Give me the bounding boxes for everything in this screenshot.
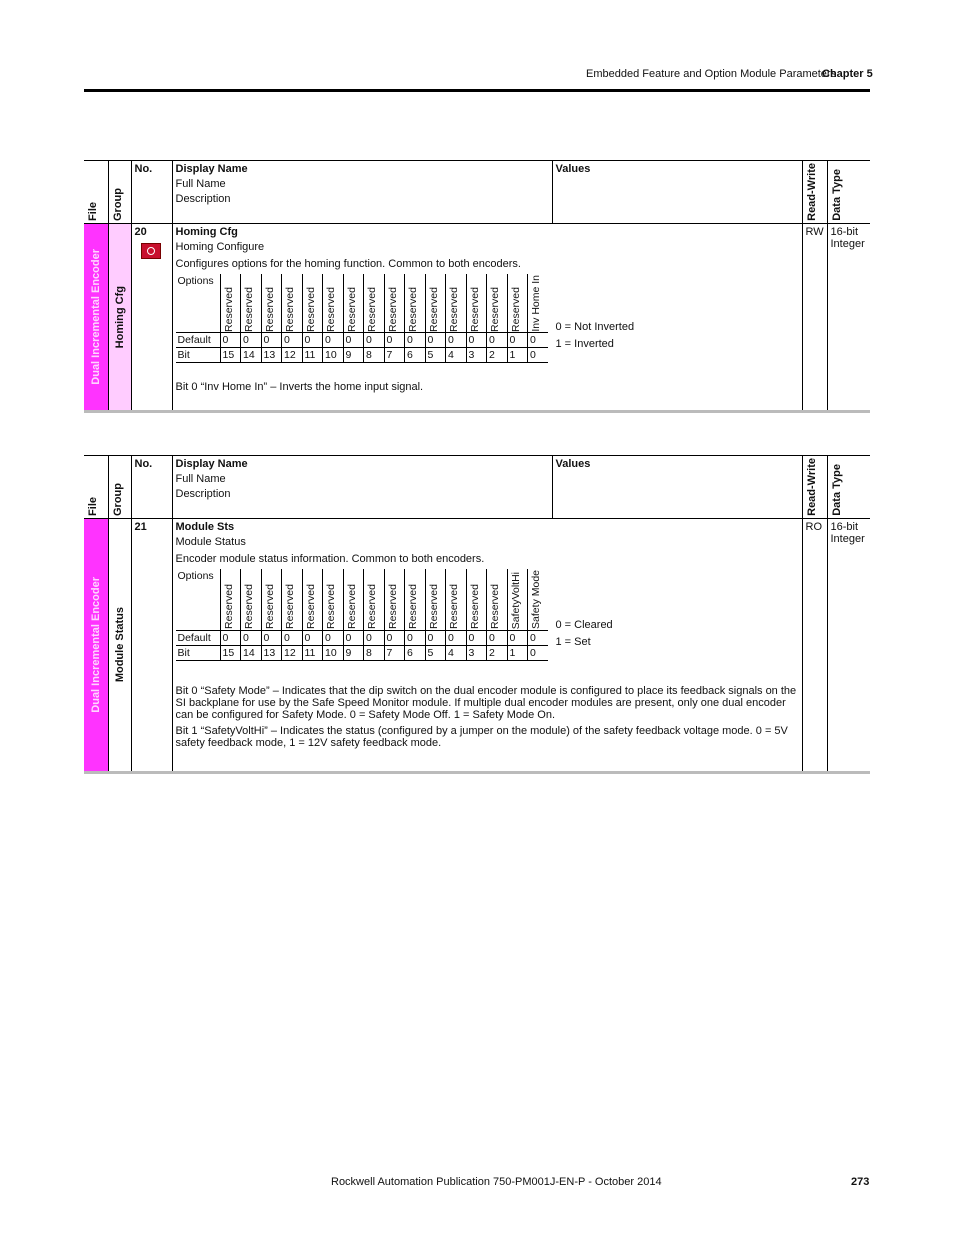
values-list: 0 = Cleared 1 = Set	[555, 618, 613, 648]
defaults-cell: 0	[241, 630, 262, 645]
bits-cell: 9	[343, 348, 364, 363]
bits-cell: 4	[446, 348, 467, 363]
defaults-cell: 0	[384, 630, 405, 645]
display-name: Module Sts	[175, 520, 235, 533]
bit-note: Bit 0 “Inv Home In” – Inverts the home input signal.	[175, 381, 424, 394]
defaults-label: Default	[176, 333, 221, 348]
description: Configures options for the homing function. Common to both encoders.	[175, 257, 521, 270]
defaults-cell: 0	[405, 333, 426, 348]
defaults-cell: 0	[446, 333, 467, 348]
file-cell: Dual Incremental Encoder	[84, 518, 108, 772]
defaults-cell: 0	[405, 630, 426, 645]
options-cell: Reserved	[220, 569, 241, 630]
page-number: 273	[851, 1176, 870, 1188]
col-name-header: Display Name Full Name Description	[172, 161, 552, 224]
options-cell: Reserved	[261, 569, 282, 630]
defaults-cell: 0	[282, 630, 303, 645]
options-label: Options	[177, 274, 214, 287]
options-label: Options	[177, 569, 214, 582]
bits-cell: 8	[364, 645, 385, 660]
file-cell: Dual Incremental Encoder	[84, 223, 108, 411]
bits-cell: 1	[507, 348, 528, 363]
param-detail-cell	[172, 518, 802, 772]
options-cell: Reserved	[446, 569, 467, 630]
bits-cell: 0	[528, 348, 548, 363]
stop-icon	[141, 243, 161, 259]
param-number-cell: 20	[131, 223, 172, 411]
bits-cell: 7	[384, 645, 405, 660]
col-rw-header: Read-Write	[802, 456, 827, 519]
read-write-cell: RW	[802, 223, 827, 411]
defaults-cell: 0	[302, 630, 323, 645]
options-cell: Reserved	[261, 274, 282, 333]
bits-cell: 14	[241, 645, 262, 660]
bits-cell: 11	[302, 348, 323, 363]
options-cell: Reserved	[487, 274, 508, 333]
chapter-label: Chapter 5	[822, 68, 873, 80]
full-name: Module Status	[175, 535, 246, 548]
options-cell: Reserved	[302, 274, 323, 333]
col-type-header: Data Type	[827, 161, 870, 224]
defaults-cell: 0	[302, 333, 323, 348]
defaults-cell: 0	[446, 630, 467, 645]
col-name-header: Display Name Full Name Description	[172, 456, 552, 519]
defaults-cell: 0	[425, 333, 446, 348]
options-cell: Reserved	[220, 274, 241, 333]
bits-cell: 15	[220, 645, 241, 660]
bits-cell: 12	[282, 348, 303, 363]
display-name: Homing Cfg	[175, 225, 238, 238]
defaults-cell: 0	[343, 333, 364, 348]
options-cell: Reserved	[466, 274, 487, 333]
defaults-cell: 0	[241, 333, 262, 348]
defaults-cell: 0	[343, 630, 364, 645]
options-cell: Reserved	[446, 274, 467, 333]
bits-cell: 2	[487, 645, 508, 660]
bit-table	[176, 274, 548, 364]
bits-cell: 10	[323, 645, 344, 660]
defaults-cell: 0	[487, 333, 508, 348]
bit-table	[176, 569, 548, 661]
section-title: Embedded Feature and Option Module Parameters	[586, 68, 837, 80]
bits-cell: 8	[364, 348, 385, 363]
bits-cell: 6	[405, 645, 426, 660]
bits-cell: 9	[343, 645, 364, 660]
defaults-cell: 0	[364, 630, 385, 645]
options-cell: Reserved	[241, 274, 262, 333]
col-rw-header: Read-Write	[802, 161, 827, 224]
bits-cell: 6	[405, 348, 426, 363]
bits-cell: 1	[507, 645, 528, 660]
bits-cell: 11	[302, 645, 323, 660]
defaults-cell: 0	[487, 630, 508, 645]
bits-cell: 4	[446, 645, 467, 660]
description: Encoder module status information. Common to both encoders.	[175, 552, 485, 565]
param-number-cell: 21	[131, 518, 172, 772]
defaults-cell: 0	[384, 333, 405, 348]
bits-cell: 13	[261, 348, 282, 363]
defaults-cell: 0	[507, 630, 528, 645]
options-cell: Reserved	[323, 274, 344, 333]
defaults-cell: 0	[282, 333, 303, 348]
defaults-cell: 0	[261, 630, 282, 645]
col-file-header: File	[87, 496, 99, 516]
col-group-header: Group	[108, 456, 131, 519]
defaults-cell: 0	[220, 333, 241, 348]
bit-note: Bit 1 “SafetyVoltHi” – Indicates the status (configured by a jumper on the module) of the safety feedback voltage mode. 0 = 5V safety feedback mode, 1 = 12V safety feedback mode.	[175, 724, 788, 749]
param-detail-cell	[172, 223, 802, 411]
bits-cell: 2	[487, 348, 508, 363]
header-rule	[84, 89, 870, 92]
bits-cell: 14	[241, 348, 262, 363]
bits-label: Bit	[176, 348, 221, 363]
bits-cell: 13	[261, 645, 282, 660]
options-cell: Reserved	[384, 274, 405, 333]
defaults-cell: 0	[528, 333, 548, 348]
defaults-cell: 0	[261, 333, 282, 348]
read-write-cell: RO	[802, 518, 827, 772]
options-cell: Reserved	[384, 569, 405, 630]
group-cell: Homing Cfg	[108, 223, 131, 411]
options-cell: Reserved	[425, 569, 446, 630]
data-type-cell: 16-bit Integer	[827, 223, 870, 411]
defaults-cell: 0	[466, 630, 487, 645]
options-cell: SafetyVoltHi	[507, 569, 528, 630]
options-cell: Inv Home In	[528, 274, 548, 333]
defaults-cell: 0	[323, 630, 344, 645]
options-cell: Reserved	[405, 569, 426, 630]
full-name: Homing Configure	[175, 240, 265, 253]
bits-cell: 5	[425, 645, 446, 660]
options-cell: Reserved	[425, 274, 446, 333]
options-cell: Reserved	[343, 274, 364, 333]
bits-cell: 3	[466, 645, 487, 660]
bits-cell: 10	[323, 348, 344, 363]
defaults-cell: 0	[364, 333, 385, 348]
options-cell: Reserved	[364, 569, 385, 630]
options-cell: Reserved	[507, 274, 528, 333]
options-cell: Reserved	[487, 569, 508, 630]
options-cell: Reserved	[466, 569, 487, 630]
options-cell: Reserved	[282, 274, 303, 333]
col-type-header: Data Type	[827, 456, 870, 519]
defaults-cell: 0	[220, 630, 241, 645]
bits-cell: 7	[384, 348, 405, 363]
options-cell: Reserved	[282, 569, 303, 630]
options-cell: Reserved	[405, 274, 426, 333]
options-cell: Reserved	[241, 569, 262, 630]
options-cell: Safety Mode	[528, 569, 548, 630]
footer-publication: Rockwell Automation Publication 750-PM001J-EN-P - October 2014	[331, 1176, 662, 1188]
col-values-header: Values	[552, 161, 802, 224]
param-table-homing-cfg	[84, 160, 870, 413]
defaults-cell: 0	[425, 630, 446, 645]
defaults-label: Default	[176, 630, 221, 645]
group-cell: Module Status	[108, 518, 131, 772]
col-values-header: Values	[552, 456, 802, 519]
data-type-cell: 16-bit Integer	[827, 518, 870, 772]
options-cell: Reserved	[343, 569, 364, 630]
col-no-header: No.	[131, 456, 172, 519]
defaults-cell: 0	[528, 630, 548, 645]
options-cell: Reserved	[323, 569, 344, 630]
bits-cell: 3	[466, 348, 487, 363]
col-file-header: File	[87, 201, 99, 221]
param-table-module-sts	[84, 455, 870, 774]
bits-label: Bit	[176, 645, 221, 660]
bits-cell: 12	[282, 645, 303, 660]
col-no-header: No.	[131, 161, 172, 224]
bits-cell: 5	[425, 348, 446, 363]
defaults-cell: 0	[323, 333, 344, 348]
options-cell: Reserved	[302, 569, 323, 630]
bit-note: Bit 0 “Safety Mode” – Indicates that the dip switch on the dual encoder module is configured to place its feedback signals on the SI backplane for use by the Safe Speed Monitor module. If multiple dual encoder modules are present, only one dual encoder can be configured for Safety Mode. 0 = Safety Mode Off. 1 = Safety Mode On.	[175, 684, 797, 721]
values-list: 0 = Not Inverted 1 = Inverted	[555, 321, 635, 351]
bits-cell: 15	[220, 348, 241, 363]
options-cell: Reserved	[364, 274, 385, 333]
defaults-cell: 0	[507, 333, 528, 348]
col-group-header: Group	[108, 161, 131, 224]
bits-cell: 0	[528, 645, 548, 660]
defaults-cell: 0	[466, 333, 487, 348]
